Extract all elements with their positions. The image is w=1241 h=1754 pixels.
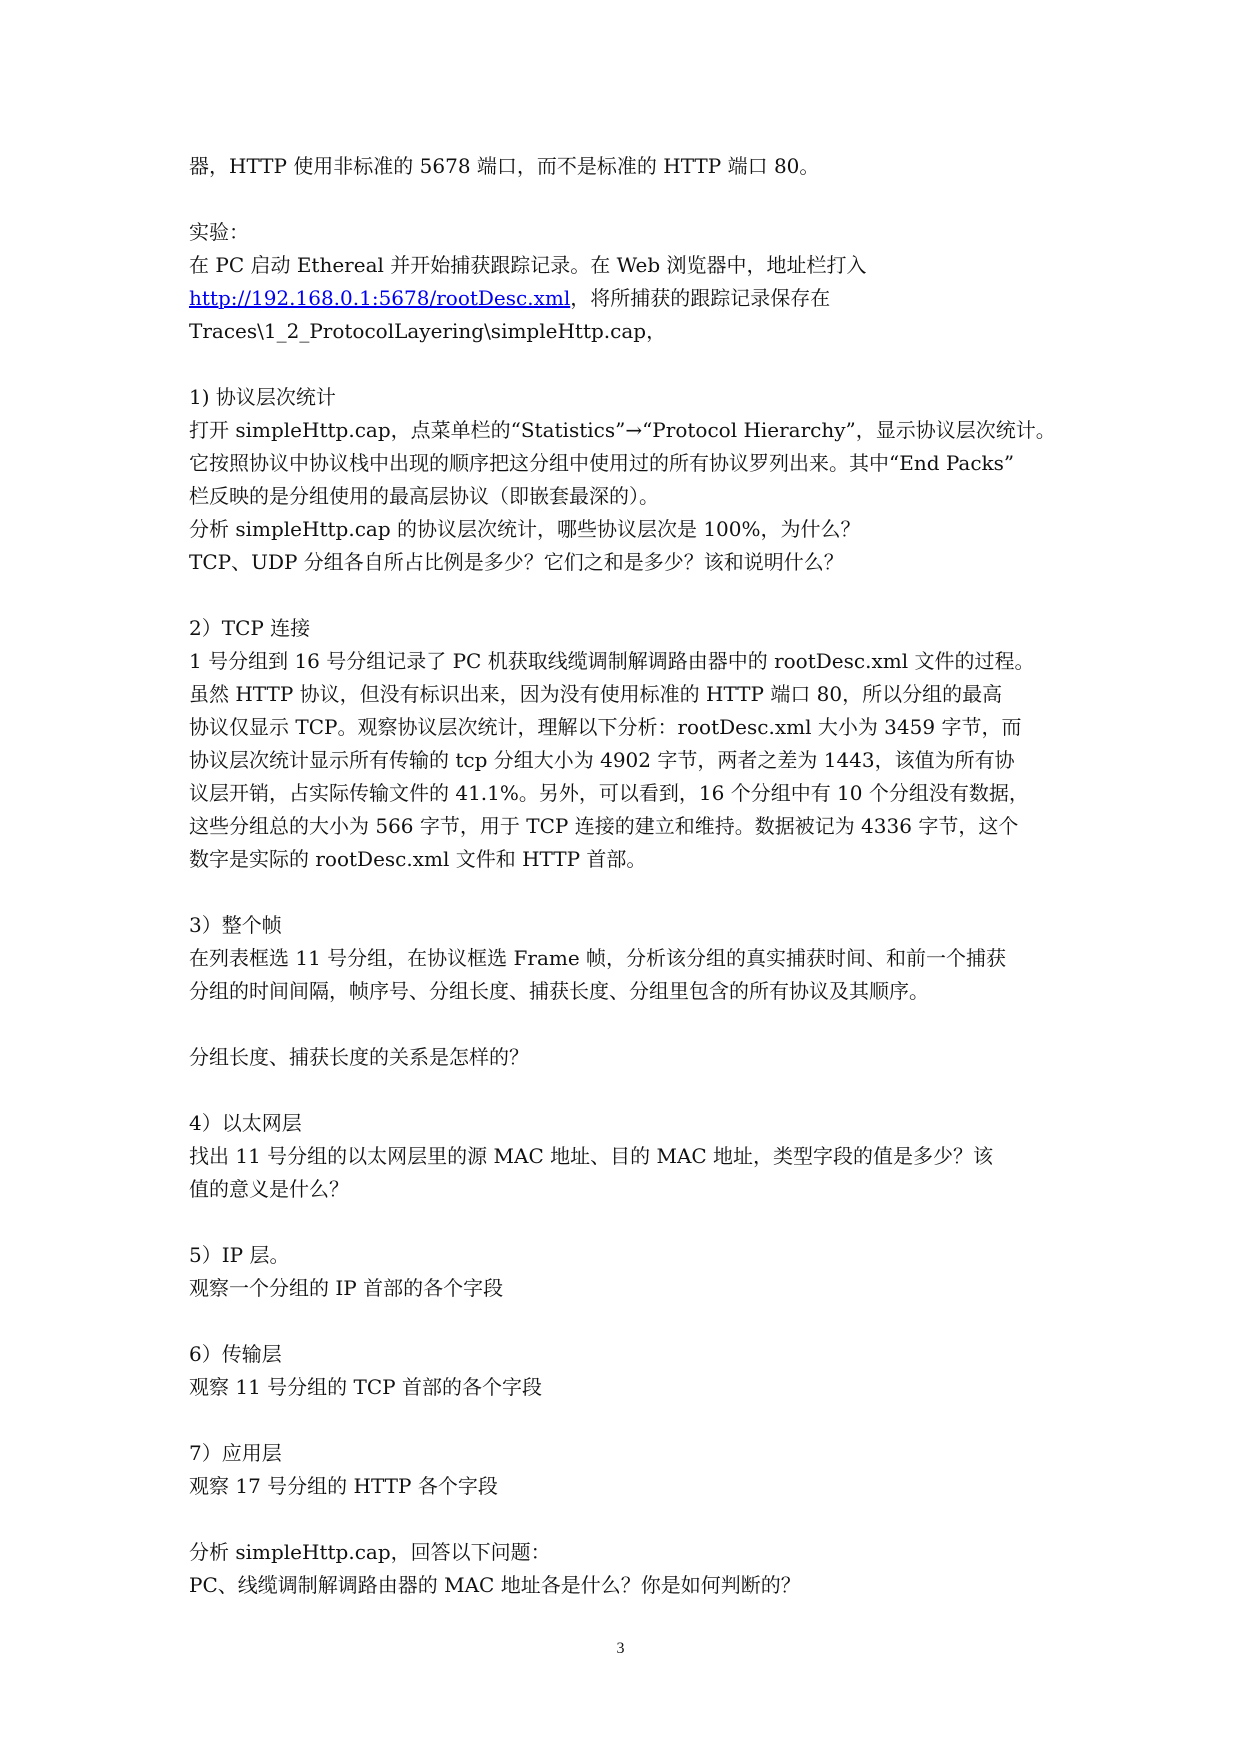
section-2-heading: 2）TCP 连接 — [189, 616, 311, 640]
section-7-line: 观察 17 号分组的 HTTP 各个字段 — [189, 1474, 498, 1498]
spacer — [189, 1206, 1069, 1239]
section-3-line: 在列表框选 11 号分组，在协议框选 Frame 帧，分析该分组的真实捕获时间、和前一个捕获 — [189, 946, 1007, 970]
section-6-line: 观察 11 号分组的 TCP 首部的各个字段 — [189, 1375, 542, 1399]
section-2-line: 这些分组总的大小为 566 字节，用于 TCP 连接的建立和维持。数据被记为 4336 字节，这个 — [189, 814, 1019, 838]
spacer — [189, 183, 1069, 216]
closing-line-2: PC、线缆调制解调路由器的 MAC 地址各是什么？你是如何判断的？ — [189, 1573, 801, 1597]
closing-line-1: 分析 simpleHttp.cap，回答以下问题： — [189, 1540, 551, 1564]
section-7-heading: 7）应用层 — [189, 1441, 282, 1465]
spacer — [189, 579, 1069, 612]
page-number: 3 — [616, 1640, 625, 1657]
section-1-line: 分析 simpleHttp.cap 的协议层次统计，哪些协议层次是 100%，为什么？ — [189, 517, 861, 541]
document-body — [189, 150, 1069, 1602]
root-desc-url-link[interactable]: http://192.168.0.1:5678/rootDesc.xml — [189, 286, 571, 310]
section-3-heading: 3）整个帧 — [189, 913, 282, 937]
section-1-line: 打开 simpleHttp.cap，点菜单栏的“Statistics”→“Protocol Hierarchy”，显示协议层次统计。 — [189, 418, 1056, 442]
section-4-heading: 4）以太网层 — [189, 1111, 302, 1135]
section-2-line: 协议层次统计显示所有传输的 tcp 分组大小为 4902 字节，两者之差为 1443，该值为所有协 — [189, 748, 1015, 772]
section-1-heading: 1) 协议层次统计 — [189, 385, 336, 409]
section-4-line: 值的意义是什么？ — [189, 1177, 349, 1201]
section-5-line: 观察一个分组的 IP 首部的各个字段 — [189, 1276, 504, 1300]
experiment-line-3: Traces\1_2_ProtocolLayering\simpleHttp.cap， — [189, 319, 667, 343]
spacer — [189, 876, 1069, 909]
section-6-heading: 6）传输层 — [189, 1342, 282, 1366]
section-2-line: 协议仅显示 TCP。观察协议层次统计，理解以下分析：rootDesc.xml 大小为 3459 字节，而 — [189, 715, 1022, 739]
section-2-line: 议层开销，占实际传输文件的 41.1%。另外，可以看到，16 个分组中有 10 个分组没有数据， — [189, 781, 1029, 805]
section-2-line: 1 号分组到 16 号分组记录了 PC 机获取线缆调制解调路由器中的 rootDesc.xml 文件的过程。 — [189, 649, 1035, 673]
section-3-line: 分组的时间间隔，帧序号、分组长度、捕获长度、分组里包含的所有协议及其顺序。 — [189, 979, 929, 1003]
experiment-heading: 实验： — [189, 220, 249, 244]
spacer — [189, 1503, 1069, 1536]
section-2-line: 数字是实际的 rootDesc.xml 文件和 HTTP 首部。 — [189, 847, 647, 871]
spacer — [189, 348, 1069, 381]
section-1-line: TCP、UDP 分组各自所占比例是多少？它们之和是多少？该和说明什么？ — [189, 550, 844, 574]
section-4-line: 找出 11 号分组的以太网层里的源 MAC 地址、目的 MAC 地址，类型字段的值是多少？该 — [189, 1144, 994, 1168]
spacer — [189, 1404, 1069, 1437]
spacer — [189, 1305, 1069, 1338]
spacer — [189, 1074, 1069, 1107]
intro-line: 器，HTTP 使用非标准的 5678 端口，而不是标准的 HTTP 端口 80。 — [189, 154, 820, 178]
section-1-line: 栏反映的是分组使用的最高层协议（即嵌套最深的）。 — [189, 484, 659, 508]
experiment-line-2 — [189, 282, 1069, 315]
experiment-line-2-rest: ，将所捕获的跟踪记录保存在 — [570, 286, 831, 310]
section-5-heading: 5）IP 层。 — [189, 1243, 290, 1267]
spacer — [189, 1008, 1069, 1041]
section-3-question: 分组长度、捕获长度的关系是怎样的？ — [189, 1045, 529, 1069]
section-2-line: 虽然 HTTP 协议，但没有标识出来，因为没有使用标准的 HTTP 端口 80，所以分组的最高 — [189, 682, 1003, 706]
experiment-line-1: 在 PC 启动 Ethereal 并开始捕获跟踪记录。在 Web 浏览器中，地址栏打入 — [189, 253, 867, 277]
section-1-line: 它按照协议中协议栈中出现的顺序把这分组中使用过的所有协议罗列出来。其中“End Packs” — [189, 451, 1015, 475]
